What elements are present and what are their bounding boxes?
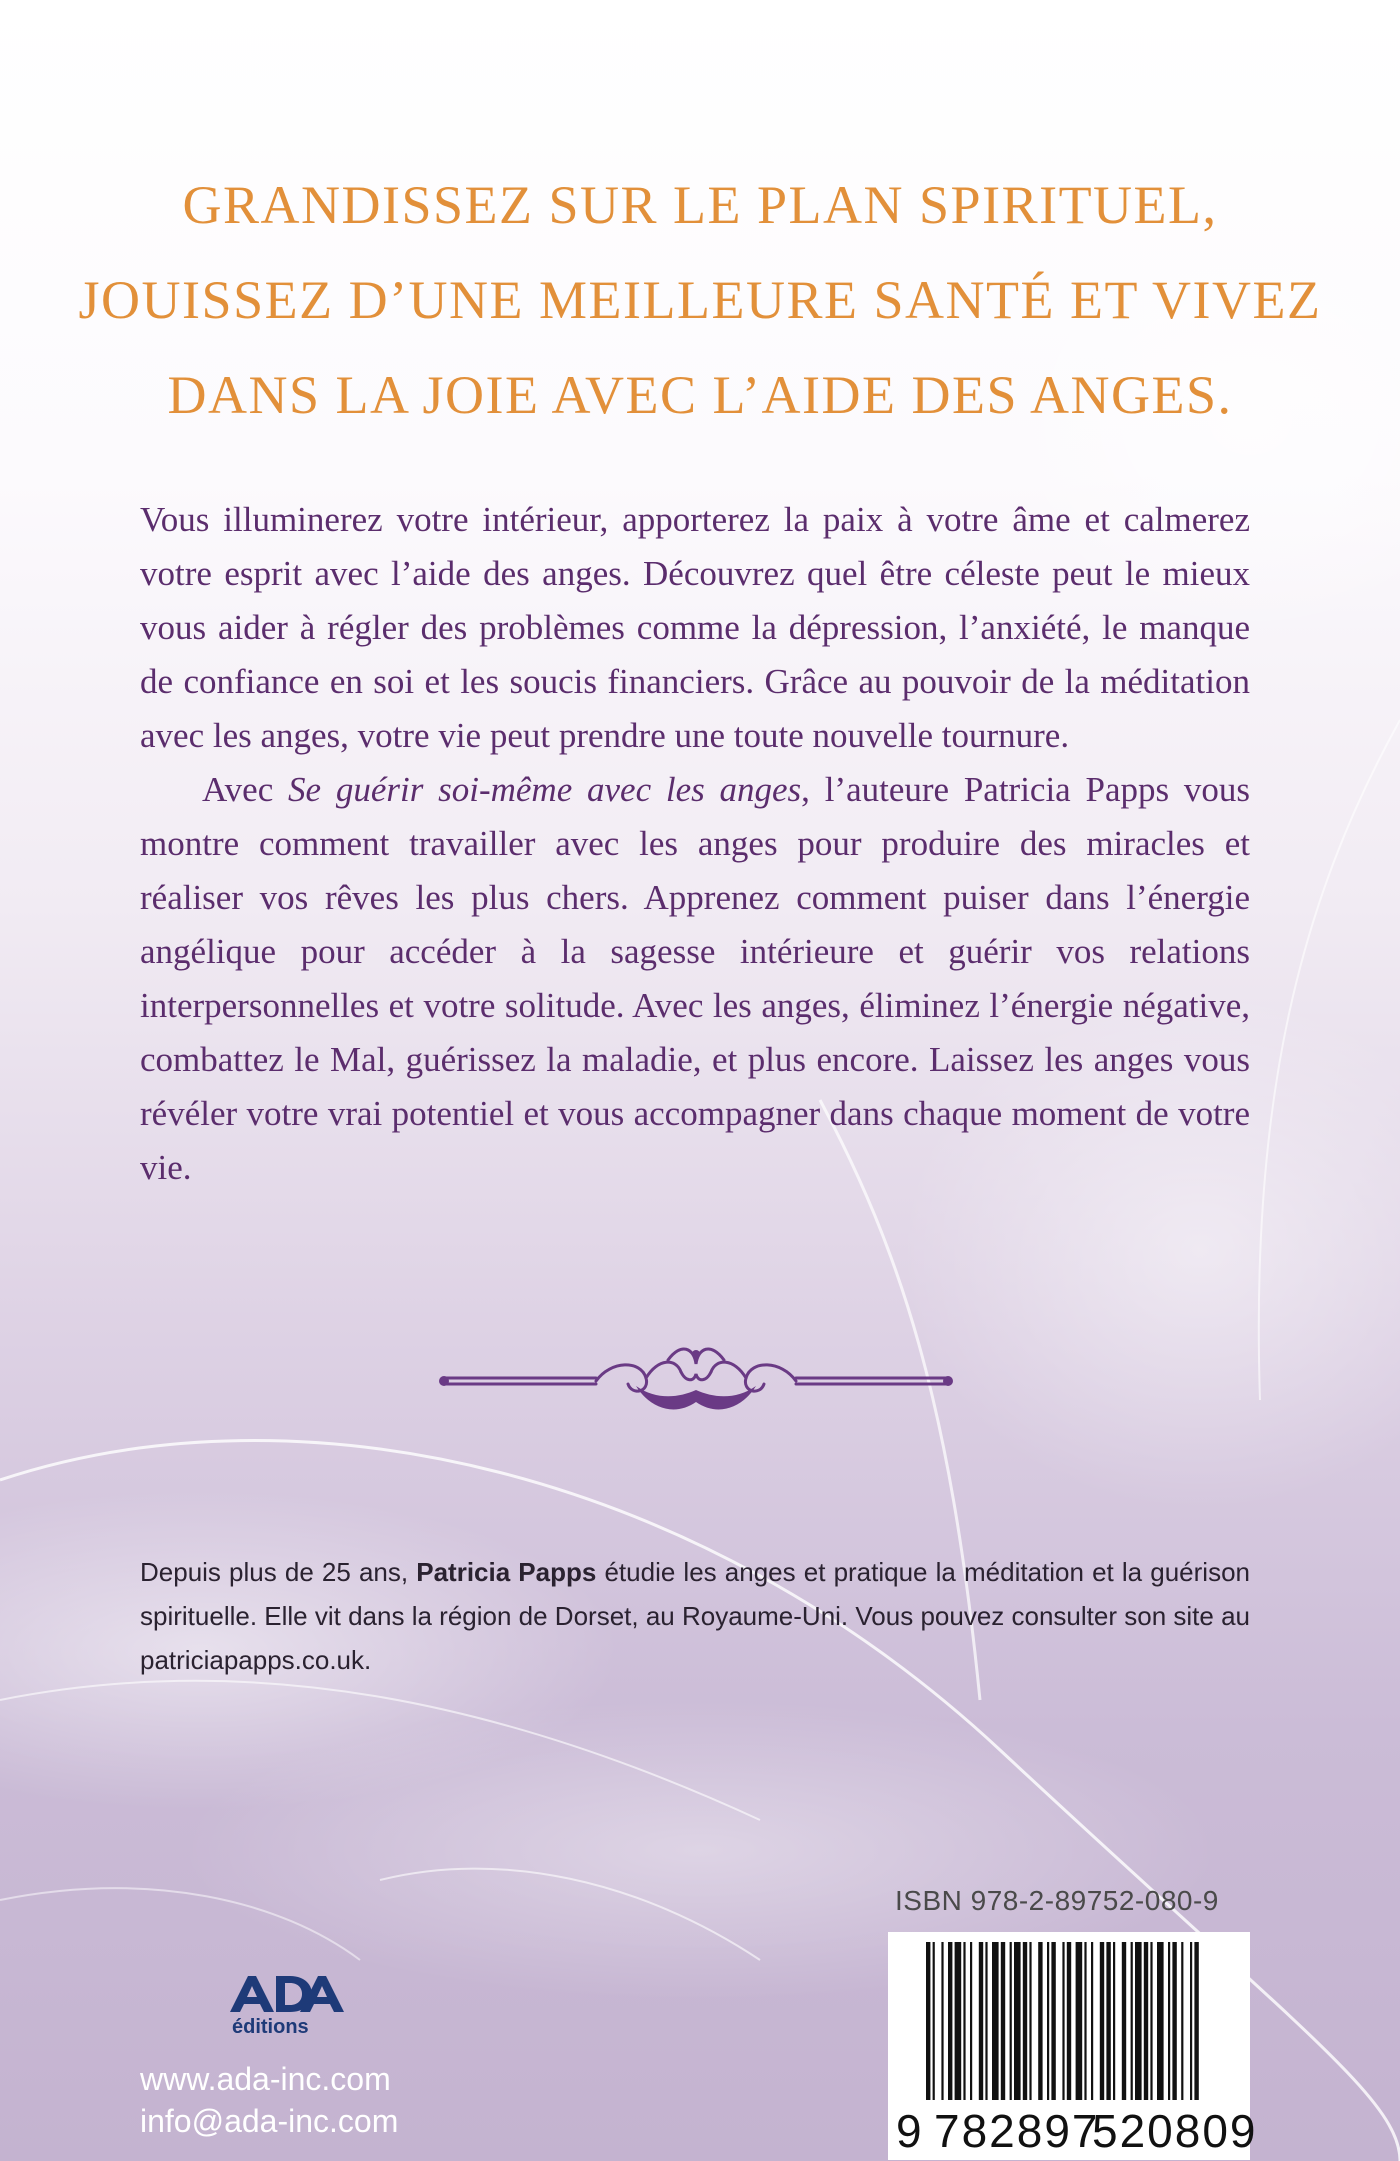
bio-intro: Depuis plus de 25 ans, [140,1557,417,1587]
headline [0,158,1400,443]
description-p2-start: Avec [202,770,289,809]
barcode-first-digit: 9 [896,2105,924,2157]
author-bio [140,1550,1250,1682]
author-name: Patricia Papps [416,1557,597,1587]
description-p2-rest: , l’auteure Patricia Papps vous montre comment travailler avec les anges pour produire des miracles et réaliser vos rêves les plus chers. Apprenez comment puiser dans l’énergie angélique pour accéder à la sagesse intérieure et guérir vos relations interpersonnelles et votre solitude. Avec les anges, éliminez l’énergie négative, combattez le Mal, guérissez la maladie, et plus encore. Laissez les anges vous révéler votre vrai potentiel et vous accompagner dans chaque moment de votre vie. [140,770,1250,1187]
description-paragraph-1: Vous illuminerez votre intérieur, apporterez la paix à votre âme et calmerez votre esprit avec l’aide des anges. Découvrez quel être céleste peut le mieux vous aider à régler des problèmes comme la dépression, l’anxiété, le manque de confiance en soi et les soucis financiers. Grâce au pouvoir de la méditation avec les anges, votre vie peut prendre une toute nouvelle tournure. [140,500,1250,755]
publisher-label: éditions [232,2016,309,2038]
publisher-website[interactable]: www.ada-inc.com [140,2061,391,2097]
bio-rest: étudie les anges et pratique la méditation et la guérison spirituelle. Elle vit dans la région de Dorset, au Royaume-Uni. Vous pouvez consulter son site au patriciapapps.co.uk. [140,1557,1250,1675]
headline-line-3: DANS LA JOIE AVEC L’AIDE DES ANGES. [167,365,1233,425]
headline-line-2: JOUISSEZ D’UNE MEILLEURE SANTÉ ET VIVEZ [78,270,1322,330]
barcode-left-group: 782897 [934,2105,1100,2157]
book-title: Se guérir soi-même avec les anges [288,770,802,809]
publisher-contact [140,2058,398,2142]
isbn: ISBN 978-2-89752-080-9 [895,1885,1219,1916]
barcode-right-group: 520809 [1092,2105,1258,2157]
ornament-divider [436,1330,956,1430]
publisher-email[interactable]: info@ada-inc.com [140,2103,399,2139]
headline-line-1: GRANDISSEZ SUR LE PLAN SPIRITUEL, [182,175,1218,235]
barcode [888,1932,1258,2160]
description-paragraph-2 [140,763,1250,1195]
book-description [140,493,1250,1195]
